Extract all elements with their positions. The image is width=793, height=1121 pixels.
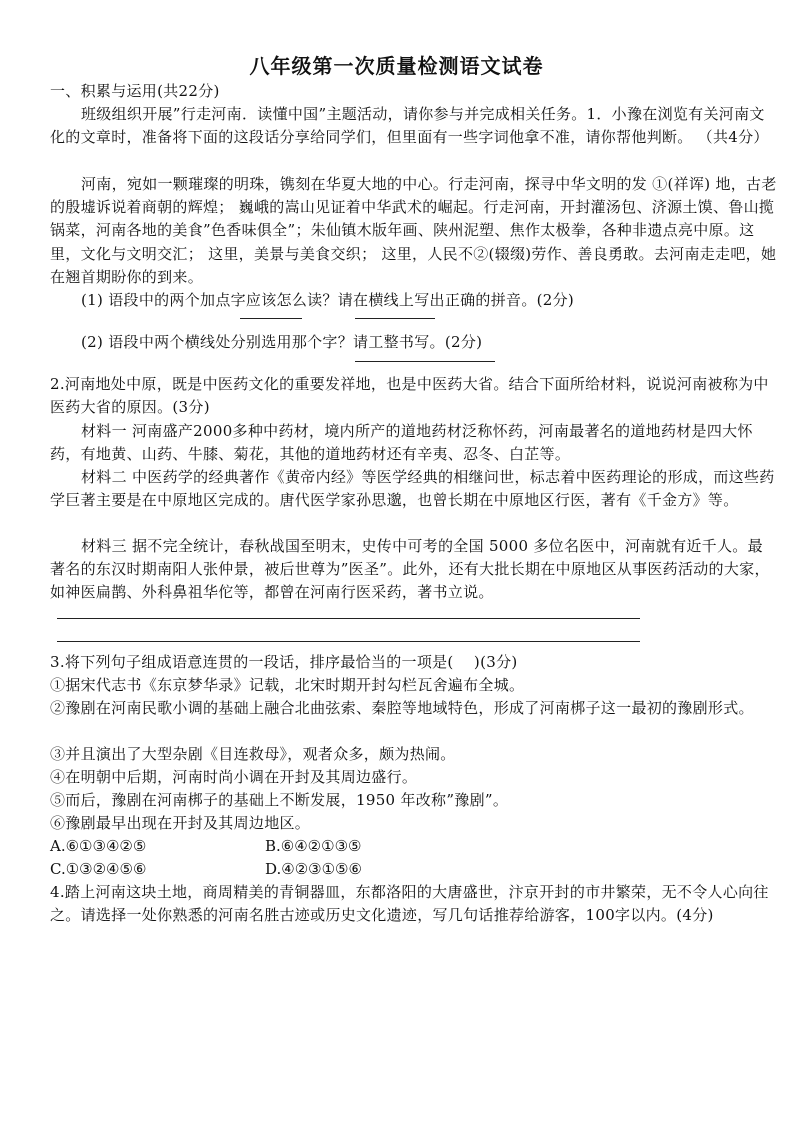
answer-line-2a[interactable] (57, 618, 640, 619)
question-3-sentence-1: ①据宋代志书《东京梦华录》记载，北宋时期开封勾栏瓦舍遍布全城。 (50, 676, 525, 694)
page-title: 八年级第一次质量检测语文试卷 (249, 54, 544, 78)
question-3-sentence-2: ②豫剧在河南民歌小调的基础上融合北曲弦索、秦腔等地域特色，形成了河南梆子这一最初的豫剧形式。 (50, 699, 754, 717)
question-2-material-3: 材料三 据不完全统计，春秋战国至明末，史传中可考的全国 5000 多位名医中，河南就有近千人。最著名的东汉时期南阳人张仲景，被后世尊为”医圣”。此外，还有大批长期在中原地区从事医药活动的大家，如神医扁鹊、外科鼻祖华佗等，都曾在河南行医采药，著书立说。 (50, 537, 770, 602)
question-2-material-1: 材料一 河南盛产2000多种中药材，境内所产的道地药材泛称怀药，河南最著名的道地药材是四大怀药，有地黄、山药、牛膝、菊花，其他的道地药材还有辛夷、忍冬、白芷等。 (50, 422, 753, 464)
answer-line-2b[interactable] (57, 641, 640, 642)
option-b[interactable]: B.⑥④②①③⑤ (265, 837, 362, 855)
question-1-1: (1) 语段中的两个加点字应该怎么读？请在横线上写出正确的拼音。(2分) (81, 291, 575, 309)
answer-line-1-1b[interactable] (355, 318, 435, 319)
question-3-sentence-4: ④在明朝中后期，河南时尚小调在开封及其周边盛行。 (50, 768, 418, 786)
question-2-material-2: 材料二 中医药学的经典著作《黄帝内经》等医学经典的相继问世，标志着中医药理论的形成，而这些药学巨著主要是在中原地区完成的。唐代医学家孙思邈，也曾长期在中原地区行医，著有《千金方》等。 (50, 468, 775, 510)
question-1-passage: 河南，宛如一颗璀璨的明珠，镌刻在华夏大地的中心。行走河南，探寻中华文明的发 ①(祥诨) 地，古老的殷墟诉说着商朝的辉煌； 巍峨的嵩山见证着中华武术的崛起。行走河南，开封灌汤包、济源土馍、鲁山揽锅菜，河南各地的美食”色香味俱全”；朱仙镇木版年画、陕州泥塑、焦作太极拳，各种非遗点亮中原。这里，文化与文明交汇； 这里，美景与美食交织； 这里，人民不②(辍缀)劳作、善良勇敢。去河南走走吧，她在翘首期盼你的到来。 (50, 175, 777, 286)
question-1-intro: 班级组织开展”行走河南．读懂中国”主题活动，请你参与并完成相关任务。1．小豫在浏览有关河南文化的文章时，准备将下面的这段话分享给同学们，但里面有一些字词他拿不准，请你帮他判断。 （共4分） (50, 105, 769, 147)
option-d[interactable]: D.④②③①⑤⑥ (265, 860, 362, 878)
question-3-stem: 3.将下列句子组成语意连贯的一段话，排序最恰当的一项是( )(3分) (50, 653, 518, 671)
question-4-stem: 4.踏上河南这块土地，商周精美的青铜器皿，东都洛阳的大唐盛世，汴京开封的市井繁荣，无不令人心向往之。请选择一处你熟悉的河南名胜古迹或历史文化遗迹，写几句话推荐给游客，100字以内。(4分) (50, 883, 769, 925)
option-c[interactable]: C.①③②④⑤⑥ (50, 860, 147, 878)
answer-line-1-1a[interactable] (240, 318, 302, 319)
question-1-2: (2) 语段中两个横线处分别选用那个字？请工整书写。(2分) (81, 333, 483, 351)
question-3-sentence-5: ⑤而后，豫剧在河南梆子的基础上不断发展，1950 年改称”豫剧”。 (50, 791, 509, 809)
option-a[interactable]: A.⑥①③④②⑤ (50, 837, 147, 855)
question-3-sentence-6: ⑥豫剧最早出现在开封及其周边地区。 (50, 814, 311, 832)
question-3-sentence-3: ③并且演出了大型杂剧《目连救母》，观者众多，颇为热闹。 (50, 745, 456, 763)
question-2-stem: 2.河南地处中原，既是中医药文化的重要发祥地，也是中医药大省。结合下面所给材料，说说河南被称为中医药大省的原因。(3分) (50, 375, 769, 417)
section1-heading: 一、积累与运用(共22分) (50, 82, 220, 100)
answer-line-1-2[interactable] (355, 361, 495, 362)
